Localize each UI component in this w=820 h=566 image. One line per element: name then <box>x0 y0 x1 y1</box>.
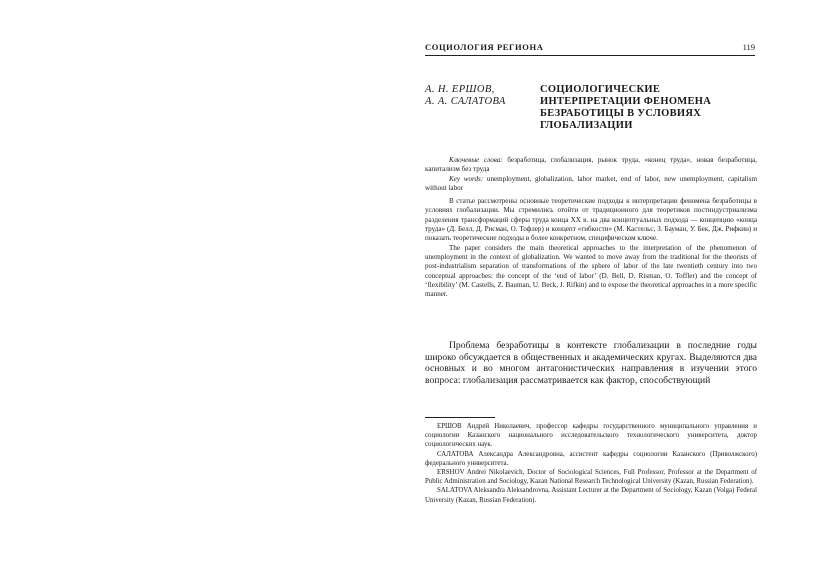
footnote-divider <box>425 417 495 418</box>
keywords-en-text: unemployment, globalization, labor market, end of labor, new unemployment, capitalism without labor <box>425 174 757 192</box>
title-line: ИНТЕРПРЕТАЦИИ ФЕНОМЕНА <box>540 96 712 107</box>
abstract-en: The paper considers the main theoretical approaches to the interpretation of the phenomenon of unemployment in the context of globalization. We wanted to move away from the traditional for the theorists of post-industrialism separation of transformations of the sphere of labor of the late twentieth century into two conceptual approaches: the concept of the ‘end of labor’ (D. Bell, D. Risman, O. Toffler) and the concept of ‘flexibility’ (M. Castells, Z. Bauman, U. Beck, J. Rifkin) and to expose the theoretical approaches in a more specific manner. <box>425 243 757 299</box>
author-footnotes <box>425 422 757 505</box>
footnote-salatova-en: SALATOVA Aleksandra Aleksandrovna, Assistant Lecturer at the Department of Sociology, Kazan (Volga) Federal University (Kazan, Russian Federation). <box>425 487 757 504</box>
keywords-en-label: Key words: <box>449 174 484 183</box>
author-2: А. А. САЛАТОВА <box>425 96 506 107</box>
footnote-ershov-ru: ЕРШОВ Андрей Николаевич, профессор кафедры государственного муниципального управления и социологии Казанского национального исследовательского технологического университета, доктор социологических наук. <box>425 423 757 449</box>
footnote-ershov-en: ERSHOV Andrei Nikolaevich, Doctor of Sociological Sciences, Full Professor, Professor at the Department of Public Administration and Sociology, Kazan National Research Technological University (Kazan, Russian Federation). <box>425 469 757 486</box>
keywords-en <box>425 175 757 194</box>
abstract-block <box>425 156 757 299</box>
title-line: СОЦИОЛОГИЧЕСКИЕ <box>540 84 661 95</box>
title-line: БЕЗРАБОТИЦЫ В УСЛОВИЯХ <box>540 108 702 119</box>
running-header <box>425 41 755 56</box>
keywords-ru-text: безработица, глобализация, рынок труда, «конец труда», новая безработица, капитализм без труда <box>425 156 757 174</box>
body-text <box>425 340 757 386</box>
journal-title: СОЦИОЛОГИЯ РЕГИОНА <box>425 42 544 52</box>
article-title <box>540 84 760 132</box>
keywords-ru-label: Ключевые слова: <box>449 156 503 164</box>
author-1: А. Н. ЕРШОВ, <box>425 84 495 95</box>
page-number: 119 <box>742 42 755 52</box>
title-line: ГЛОБАЛИЗАЦИИ <box>540 120 633 131</box>
authors <box>425 84 535 108</box>
footnote-salatova-ru: САЛАТОВА Александра Александровна, ассистент кафедры социологии Казанского (Приволжского) федерального университета. <box>425 450 757 467</box>
keywords-ru <box>425 156 757 175</box>
body-paragraph: Проблема безработицы в контексте глобализации в последние годы широко обсуждается в общественных и академических кругах. Выделяются два основных и во многом антагонистических направления в изучении этого вопроса: глобализация рассматривается как фактор, способствующий <box>425 340 757 386</box>
abstract-ru: В статье рассмотрены основные теоретические подходы к интерпретации феномена безработицы в условиях глобализации. Мы стремились отойти от традиционного для теоретиков постиндустриализма разделения трансформаций сферы труда конца XX в. на два концептуальных подхода — концепцию «конца труда» (Д. Белл, Д. Рисман, О. Тофлер) и концепт «гибкости» (М. Кастельс, З. Бауман, У. Бек, Дж. Рифкин) и показать теоретические подходы в более конкретном, специфическом ключе. <box>425 197 757 243</box>
